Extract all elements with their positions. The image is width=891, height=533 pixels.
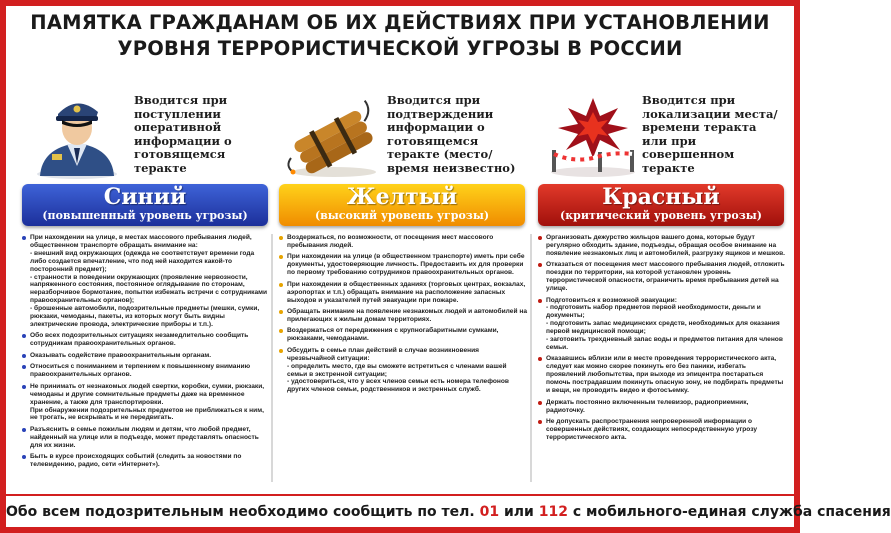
yellow-intro-text: Вводится при подтверждении информации о готовящемся теракте (место/время неизвестно): [387, 93, 516, 175]
footer-text-after: с мобильного-единая служба спасения: [572, 504, 891, 520]
action-list-item: При нахождении в общественных зданиях (торговых центрах, вокзалах, аэропортах и т.п.) обращать внимание на расположение запасных выходов и указателей путей эвакуации при пожаре.: [279, 281, 527, 305]
yellow-level-banner: [279, 184, 525, 226]
explosion-barrier-icon: [538, 88, 648, 180]
title-line-1: ПАМЯТКА ГРАЖДАНАМ ОБ ИХ ДЕЙСТВИЯХ ПРИ УСТАНОВЛЕНИИ: [30, 11, 770, 34]
footer-hotline: [6, 497, 891, 527]
yellow-level-name: Желтый: [346, 184, 458, 210]
blue-actions-list: [22, 234, 270, 473]
action-list-item: Не допускать распространения непроверенной информации о совершенных действиях, создающих непосредственную угрозу террористического акта.: [538, 418, 786, 442]
yellow-actions-list: [279, 234, 527, 398]
red-level-desc: (критический уровень угрозы): [560, 209, 762, 222]
footer-text-before: Обо всем подозрительным необходимо сообщить по тел.: [6, 504, 475, 520]
action-list-item: Отказаться от посещения мест массового пребывания людей, отложить поездки по территории, на которой установлен уровень террористической опасности, ограничить время пребывания детей на улице.: [538, 261, 786, 293]
action-list-item: Обсудить в семье план действий в случае возникновения чрезвычайной ситуации: - определить место, где вы сможете встретиться с членами вашей семьи в экстренной ситуации; - удостовериться, что у всех членов семьи есть номера телефонов других членов семьи, родственников и экстренных служб.: [279, 347, 527, 394]
red-level-name: Красный: [602, 184, 720, 210]
action-list-item: Оказавшись вблизи или в месте проведения террористического акта, следует как можно скорее покинуть его без паники, избегать проявлений любопытства, при выходе из эпицентра постараться помочь пострадавшим покинуть опасную зону, не подбирать предметы и вещи, не проводить видео и фотосъемку.: [538, 355, 786, 395]
column-divider: [271, 234, 273, 482]
blue-level-banner: [22, 184, 268, 226]
blue-level-desc: (повышенный уровень угрозы): [42, 209, 248, 222]
action-list-item: Оказывать содействие правоохранительным органам.: [22, 352, 270, 360]
phone-number-112[interactable]: 112: [538, 504, 568, 520]
action-list-item: Подготовиться к возможной эвакуации: - подготовить набор предметов первой необходимости, деньги и документы; - подготовить запас медицинских средств, необходимых для оказания первой медицинской помощи; - заготовить трехдневный запас воды и предметов питания для членов семьи.: [538, 297, 786, 352]
red-level-banner: [538, 184, 784, 226]
action-list-item: Воздержаться, по возможности, от посещения мест массового пребывания людей.: [279, 234, 527, 250]
police-officer-icon: [22, 88, 132, 180]
action-list-item: Разъяснить в семье пожилым людям и детям, что любой предмет, найденный на улице или в подъезде, может представлять опасность для их жизни.: [22, 426, 270, 450]
page-title: [6, 10, 794, 62]
footer-divider: [6, 494, 794, 496]
blue-intro-text: Вводится при поступлении оперативной информации о готовящемся теракте: [134, 93, 232, 175]
action-list-item: Обо всех подозрительных ситуациях незамедлительно сообщить сотрудникам правоохранительных органов.: [22, 332, 270, 348]
phone-number-01[interactable]: 01: [479, 504, 500, 520]
action-list-item: Воздержаться от передвижения с крупногабаритными сумками, рюкзаками, чемоданами.: [279, 327, 527, 343]
yellow-level-desc: (высокий уровень угрозы): [314, 209, 490, 222]
blue-level-name: Синий: [103, 184, 187, 210]
dynamite-icon: [279, 88, 389, 180]
footer-text-or: или: [503, 504, 534, 520]
action-list-item: Быть в курсе происходящих событий (следить за новостями по телевидению, радио, сети «Интернет»).: [22, 453, 270, 469]
red-actions-list: [538, 234, 786, 445]
action-list-item: При нахождении на улице, в местах массового пребывания людей, общественном транспорте обращать внимание на: - внешний вид окружающих (одежда не соответствует времени года либо создается впечатление, что под ней находится какой-то посторонний предмет); - странности в поведении окружающих (проявление нервозности, напряженного состояния, постоянное оглядывание по сторонам, неразборчивое бормотание, попытки избежать встречи с сотрудниками правоохранительных органов); - брошенные автомобили, подозрительные предметы (мешки, сумки, рюкзаки, чемоданы, пакеты, из которых могут быть видны электрические провода, электрические приборы и т.п.).: [22, 234, 270, 329]
action-list-item: Держать постоянно включенным телевизор, радиоприемник, радиоточку.: [538, 399, 786, 415]
action-list-item: Относиться с пониманием и терпением к повышенному вниманию правоохранительных органов.: [22, 363, 270, 379]
action-list-item: Организовать дежурство жильцов вашего дома, которые будут регулярно обходить здание, подъезды, обращая особое внимание на появление незнакомых лиц и автомобилей, разгрузку ящиков и мешков.: [538, 234, 786, 258]
action-list-item: Не принимать от незнакомых людей свертки, коробки, сумки, рюкзаки, чемоданы и другие сомнительные предметы даже на временное хранение, а также для транспортировки. При обнаружении подозрительных предметов не приближаться к ним, не трогать, не вскрывать и не передвигать.: [22, 383, 270, 423]
red-intro-text: Вводится при локализации места/времени теракта или при совершенном теракте: [642, 93, 778, 175]
title-line-2: УРОВНЯ ТЕРРОРИСТИЧЕСКОЙ УГРОЗЫ В РОССИИ: [117, 37, 683, 60]
action-list-item: Обращать внимание на появление незнакомых людей и автомобилей на прилегающих к жилым домам территориях.: [279, 308, 527, 324]
column-divider: [530, 234, 532, 482]
action-list-item: При нахождении на улице (в общественном транспорте) иметь при себе документы, удостоверяющие личность. Предоставить их для проверки по первому требованию сотрудников правоохранительных органов.: [279, 253, 527, 277]
